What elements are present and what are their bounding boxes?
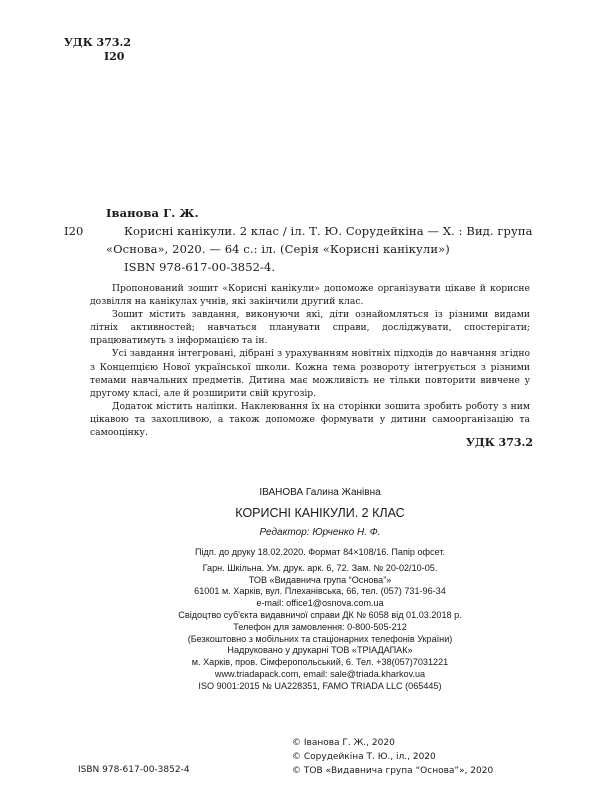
annotation [90,282,530,439]
udk-code: УДК 373.2 [64,36,131,49]
bib-line: Корисні канікули. 2 клас / іл. Т. Ю. Сорудейкіна — Х. : Вид. група [124,224,533,238]
udk-right: УДК 373.2 [466,436,533,449]
imprint-line: Телефон для замовлення: 0-800-505-212 [233,621,407,632]
copyright-line: © Іванова Г. Ж., 2020 [292,738,395,748]
bib-line: «Основа», 2020. — 64 с.: іл. (Серія «Корисні канікули») [106,242,450,256]
imprint-line: Надруковано у друкарні ТОВ «ТРІАДАПАК» [227,645,413,656]
imprint-line: ТОВ «Видавнича група “Основа”» [248,574,392,585]
author-sign: І20 [104,50,125,63]
annotation-paragraph: Зошит містить завдання, виконуючи які, діти ознайомляться із різними видами літніх активностей; навчаться планувати справи, досліджувати, спостерігати; працюватимуть з інформацією та ін. [90,309,530,347]
copyright-block [292,736,493,778]
imprint-line: ISO 9001:2015 № UA228351, FAMO TRIADA LLC (065445) [198,680,442,691]
imprint-author: ІВАНОВА Галина Жанівна [259,487,381,498]
imprint-line: Гарн. Шкільна. Ум. друк. арк. 6, 72. Зам. № 20-02/10-05. [202,562,438,573]
imprint-print-info: Підп. до друку 18.02.2020. Формат 84×108/16. Папір офсет. [194,547,446,557]
imprint-line: www.triadapack.com, email: sale@triada.kharkov.ua [214,668,426,679]
annotation-paragraph: Додаток містить наліпки. Наклеювання їх на сторінки зошита зробить роботу з ним цікавою та захопливою, а також допоможе формувати у дитини самоорганізацію та самооцінку. [90,400,530,439]
imprint-title: КОРИСНІ КАНІКУЛИ. 2 КЛАС [235,506,405,520]
imprint-line: Свідоцтво суб'єкта видавничої справи ДК № 6058 від 01.03.2018 р. [178,609,462,620]
copyright-line: © ТОВ «Видавнича група “Основа”», 2020 [292,766,494,776]
imprint-editor: Редактор: Юрченко Н. Ф. [259,527,381,538]
imprint-line: м. Харків, пров. Сімферопольський, 6. Тел. +38(057)7031221 [191,657,449,668]
copyright-line: © Сорудейкіна Т. Ю., іл., 2020 [292,752,436,762]
imprint-details [170,563,470,693]
imprint [170,486,470,693]
imprint-line: 61001 м. Харків, вул. Плеханівська, 66, тел. (057) 731-96-34 [194,586,446,597]
isbn-bottom: ISBN 978-617-00-3852-4 [78,765,190,775]
annotation-paragraph: Пропонований зошит «Корисні канікули» допоможе організувати цікаве й корисне дозвілля на канікулах учнів, які закінчили другий клас. [90,283,530,308]
bib-isbn: ISBN 978-617-00-3852-4. [124,260,276,274]
imprint-line: (Безкоштовно з мобільних та стаціонарних телефонів України) [187,633,453,644]
bib-code: І20 [64,224,84,238]
annotation-paragraph: Усі завдання інтегровані, дібрані з урахуванням новітніх підходів до навчання згідно з Концепцією Нової української школи. Кожна тема розвороту інтегрується з різними темами навчальних предметів. Дитина має можливість не тільки повторити вивчене у другому класі, але й розширити свій кругозір. [90,348,530,399]
imprint-line: e-mail: office1@osnova.com.ua [256,598,384,609]
bib-author: Іванова Г. Ж. [106,206,199,220]
